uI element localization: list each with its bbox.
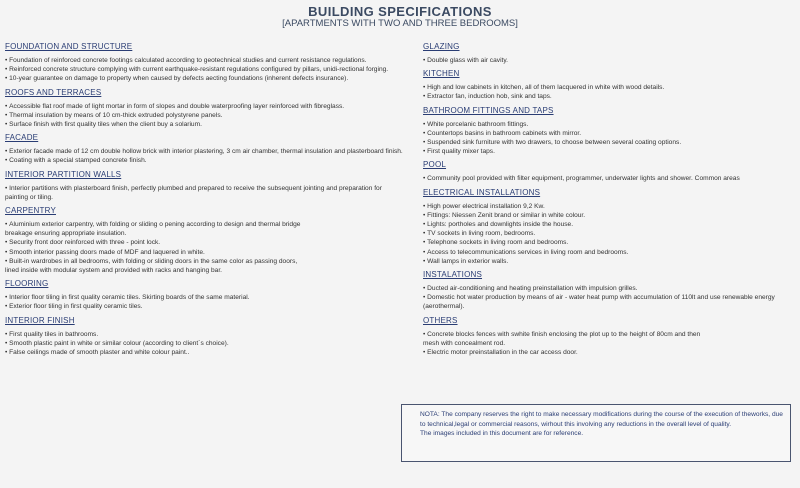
list-item: • Exterior facade made of 12 cm double hollow brick with interior plastering, 3 cm air chamber, thermal insulation and plasterboard finish. xyxy=(5,147,403,156)
section-heading: GLAZING xyxy=(423,42,460,51)
section-installations xyxy=(423,270,795,312)
list-item: • Concrete blocks fences with swhite finish enclosing the plot up to the height of 80cm and then xyxy=(423,330,795,339)
section-others xyxy=(423,316,795,358)
section-heading: KITCHEN xyxy=(423,69,460,79)
section-heading: INSTALATIONS xyxy=(423,270,483,280)
list-item: • Foundation of reinforced concrete footings calculated according to geotechnical studies and current resistance regulations. xyxy=(5,56,403,65)
section-heading: ELECTRICAL INSTALLATIONS xyxy=(423,187,541,197)
section-bathroom xyxy=(423,106,795,157)
list-item: • Access to telecommunications services in living room and bedrooms. xyxy=(423,248,795,257)
list-item: • Countertops basins in bathroom cabinets with mirror. xyxy=(423,129,795,138)
list-item: • First quality mixer taps. xyxy=(423,147,795,156)
list-item: • Interior floor tiling in first quality ceramic tiles. Skirting boards of the same material. xyxy=(5,293,403,302)
section-heading: OTHERS xyxy=(423,315,458,325)
list-item: • First quality tiles in bathrooms. xyxy=(5,330,403,339)
section-heading: INTERIOR FINISH xyxy=(5,315,75,325)
list-item: • Surface finish with first quality tiles when the client buy a solarium. xyxy=(5,120,403,129)
section-heading: FOUNDATION AND STRUCTURE xyxy=(5,42,133,51)
list-item: • Thermal insulation by means of 10 cm-thick extruded polystyrene panels. xyxy=(5,111,403,120)
section-heading: CARPENTRY xyxy=(5,206,56,216)
list-item: • Fittings: Niessen Zenit brand or similar in white colour. xyxy=(423,211,795,220)
left-column xyxy=(5,42,403,361)
section-glazing xyxy=(423,42,795,65)
disclaimer-text: NOTA: The company reserves the right to make necessary modifications during the course of the execution of theworks, due to technical,legal or commercial reasons, wirhout this involving any reductions in the overall level of quality. xyxy=(420,411,783,428)
list-item: • White porcelanic bathroom fittings. xyxy=(423,120,795,129)
list-item: • Ducted air-conditioning and heating preinstallation with impulsion grilles. xyxy=(423,284,795,293)
section-heading: ROOFS AND TERRACES xyxy=(5,87,102,97)
list-item: • 10-year guarantee on damage to property when caused by defects aecting foundations (inherent defects insurance). xyxy=(5,74,403,83)
section-foundation xyxy=(5,42,403,84)
list-item: • Coating with a special stamped concrete finish. xyxy=(5,156,403,165)
list-item: • False ceilings made of smooth plaster and white colour paint.. xyxy=(5,348,403,357)
section-electrical xyxy=(423,188,795,266)
section-heading: BATHROOM FITTINGS AND TAPS xyxy=(423,105,554,115)
section-heading: POOL xyxy=(423,160,447,170)
page-title: BUILDING SPECIFICATIONS xyxy=(308,4,492,19)
list-item: mesh with concealment rod. xyxy=(423,339,506,347)
section-flooring xyxy=(5,279,403,311)
reference-text: The images included in this document are for reference. xyxy=(420,430,584,438)
list-item: • Wall lamps in exterior walls. xyxy=(423,257,795,266)
section-heading: INTERIOR PARTITION WALLS xyxy=(5,169,122,179)
disclaimer-note-box xyxy=(401,404,791,462)
list-item: lined inside with modular system and provided with racks and hanging bar. xyxy=(5,267,222,275)
section-interior-finish xyxy=(5,316,403,358)
list-item: • High power electrical installation 9,2 Kw. xyxy=(423,202,795,211)
list-item: • Lights: portholes and downlights inside the house. xyxy=(423,220,795,229)
list-item: • Accessible flat roof made of light mortar in form of slopes and double waterproofing layer reinforced with fibreglass. xyxy=(5,102,403,111)
list-item: • TV sockets in living room, bedrooms. xyxy=(423,229,795,238)
section-roofs xyxy=(5,88,403,130)
list-item: • Built-in wardrobes in all bedrooms, with folding or sliding doors in the same color as passing doors, xyxy=(5,257,403,266)
list-item: • High and low cabinets in kitchen, all of them lacquered in white with wood details. xyxy=(423,83,795,92)
section-partition-walls xyxy=(5,170,403,202)
list-item: breakage ensuring appropriate insulation. xyxy=(5,230,127,238)
list-item: • Telephone sockets in living room and bedrooms. xyxy=(423,238,795,247)
list-item: • Electric motor preinstallation in the car access door. xyxy=(423,348,795,357)
list-item: • Interior partitions with plasterboard finish, perfectly plumbed and prepared to receive the subsequent jointing and preparation for painting or tiling. xyxy=(5,184,403,202)
section-pool xyxy=(423,160,795,183)
list-item: • Domestic hot water production by means of air - water heat pump with accumulation of 110lt and use renewable energy (aerothermal). xyxy=(423,293,795,311)
list-item: • Double glass with air cavity. xyxy=(423,56,795,65)
section-facade xyxy=(5,133,403,165)
list-item: • Smooth plastic paint in white or similar colour (according to client´s choice). xyxy=(5,339,403,348)
page-subtitle: [APARTMENTS WITH TWO AND THREE BEDROOMS] xyxy=(282,18,518,29)
list-item: • Aluminium exterior carpentry, with folding or sliding o pening according to design and thermal bridge xyxy=(5,220,403,229)
list-item: • Community pool provided with filter equipment, programmer, underwater lights and shower. Common areas xyxy=(423,174,795,183)
list-item: • Reinforced concrete structure complying with current earthquake-resistant regulations configured by pillars, unidi-rectional forging. xyxy=(5,65,403,74)
list-item: • Extractor fan, induction hob, sink and taps. xyxy=(423,92,795,101)
list-item: • Suspended sink furniture with two drawers, to choose between several coating options. xyxy=(423,138,795,147)
list-item: • Exterior floor tiling in first quality ceramic tiles. xyxy=(5,302,403,311)
section-heading: FACADE xyxy=(5,133,39,143)
list-item: • Smooth interior passing doors made of MDF and laquered in white. xyxy=(5,248,403,257)
right-column xyxy=(423,42,795,361)
list-item: • Security front door reinforced with three - point lock. xyxy=(5,238,403,247)
section-heading: FLOORING xyxy=(5,279,49,289)
section-kitchen xyxy=(423,69,795,101)
section-carpentry xyxy=(5,206,403,275)
